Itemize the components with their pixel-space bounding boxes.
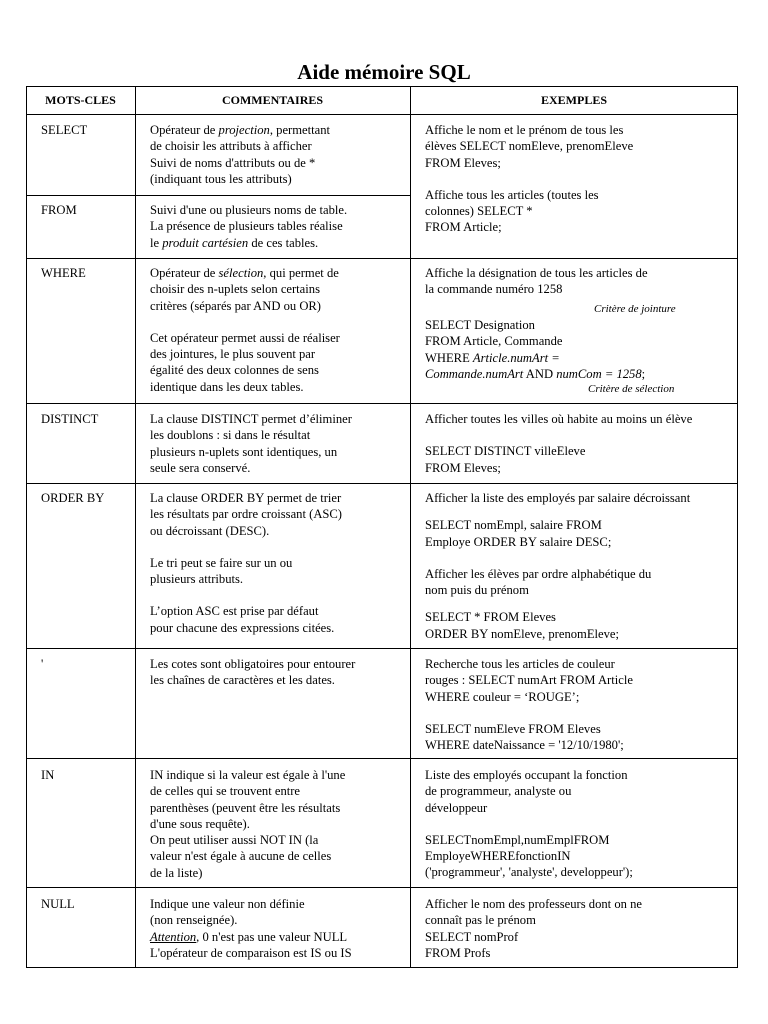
example-in: Liste des employés occupant la fonction de programmeur, analyste ou développeur SELECTnomEmpl,numEmplFROM EmployeWHEREfonctionIN ('programmeur', 'analyste', developpeur'); <box>425 768 633 880</box>
example-where-query: SELECT Designation FROM Article, Commande WHERE Article.numArt = Commande.numArt AND numCom = 1258; <box>425 318 646 381</box>
column-divider <box>135 86 136 968</box>
keyword-null: NULL <box>41 897 75 911</box>
page-title: Aide mémoire SQL <box>297 60 471 84</box>
example-select-from: Affiche le nom et le prénom de tous les élèves SELECT nomEleve, prenomEleve FROM Eleves; Affiche tous les articles (toutes les colonnes) SELECT * FROM Article; <box>425 123 634 235</box>
keyword-in: IN <box>41 768 55 782</box>
row-divider <box>26 648 738 649</box>
note-join-criterion: Critère de jointure <box>594 303 676 315</box>
row-divider <box>26 403 738 404</box>
example-null: Afficher le nom des professeurs dont on ne connaît pas le prénom SELECT nomProf FROM Profs <box>425 897 642 960</box>
keyword-quote: ' <box>41 657 44 671</box>
keyword-order-by: ORDER BY <box>41 491 105 505</box>
comment-quote: Les cotes sont obligatoires pour entourer les chaînes de caractères et les dates. <box>150 657 356 688</box>
comment-where: Opérateur de sélection, qui permet de choisir des n-uplets selon certains critères (séparés par AND ou OR) Cet opérateur permet aussi de réaliser des jointures, le plus souvent par égalité des deux colonnes de sens identique dans les deux tables. <box>150 266 340 394</box>
example-where: Affiche la désignation de tous les articles de la commande numéro 1258 <box>425 266 648 297</box>
comment-in: IN indique si la valeur est égale à l'une de celles qui se trouvent entre parenthèses (peuvent être les résultats d'une sous requête). On peut utiliser aussi NOT IN (la valeur n'est égale à aucune de celles de la liste) <box>150 768 346 880</box>
header-comments: COMMENTAIRES <box>221 93 324 107</box>
example-quote: Recherche tous les articles de couleur rouges : SELECT numArt FROM Article WHERE couleur = ‘ROUGE’; SELECT numEleve FROM Eleves WHERE dateNaissance = '12/10/1980'; <box>425 657 633 753</box>
keyword-distinct: DISTINCT <box>41 412 99 426</box>
column-divider <box>410 86 411 968</box>
header-examples: EXEMPLES <box>540 93 607 107</box>
row-divider <box>26 758 738 759</box>
comment-from: Suivi d'une ou plusieurs noms de table. La présence de plusieurs tables réalise le produit cartésien de ces tables. <box>150 203 348 250</box>
note-selection-criterion: Critère de sélection <box>588 383 675 395</box>
comment-select: Opérateur de projection, permettant de choisir les attributs à afficher Suivi de noms d'attributs ou de * (indiquant tous les attributs) <box>150 123 330 186</box>
comment-order-by: La clause ORDER BY permet de trier les résultats par ordre croissant (ASC) ou décroissant (DESC). Le tri peut se faire sur un ou plusieurs attributs. L’option ASC est prise par défaut pour chacune des expressions citées. <box>150 491 343 635</box>
example-order-by: Afficher la liste des employés par salaire décroissant SELECT nomEmpl, salaire FROM Employe ORDER BY salaire DESC; Afficher les élèves par ordre alphabétique du nom puis du prénom SELECT * FROM Eleves ORDER BY nomEleve, prenomEleve; <box>425 491 691 641</box>
row-divider <box>26 258 738 259</box>
row-divider <box>26 114 738 115</box>
row-divider <box>26 483 738 484</box>
row-divider <box>26 887 738 888</box>
example-distinct: Afficher toutes les villes où habite au moins un élève SELECT DISTINCT villeEleve FROM Eleves; <box>425 412 693 475</box>
keyword-from: FROM <box>41 203 77 217</box>
keyword-select: SELECT <box>41 123 88 137</box>
header-keywords: MOTS-CLES <box>45 93 116 107</box>
row-divider <box>26 195 410 196</box>
comment-distinct: La clause DISTINCT permet d’éliminer les doublons : si dans le résultat plusieurs n-uplets sont identiques, un seule sera conservé. <box>150 412 352 475</box>
comment-null: Indique une valeur non définie (non renseignée). Attention, 0 n'est pas une valeur NULL L'opérateur de comparaison est IS ou IS <box>150 897 352 960</box>
keyword-where: WHERE <box>41 266 86 280</box>
